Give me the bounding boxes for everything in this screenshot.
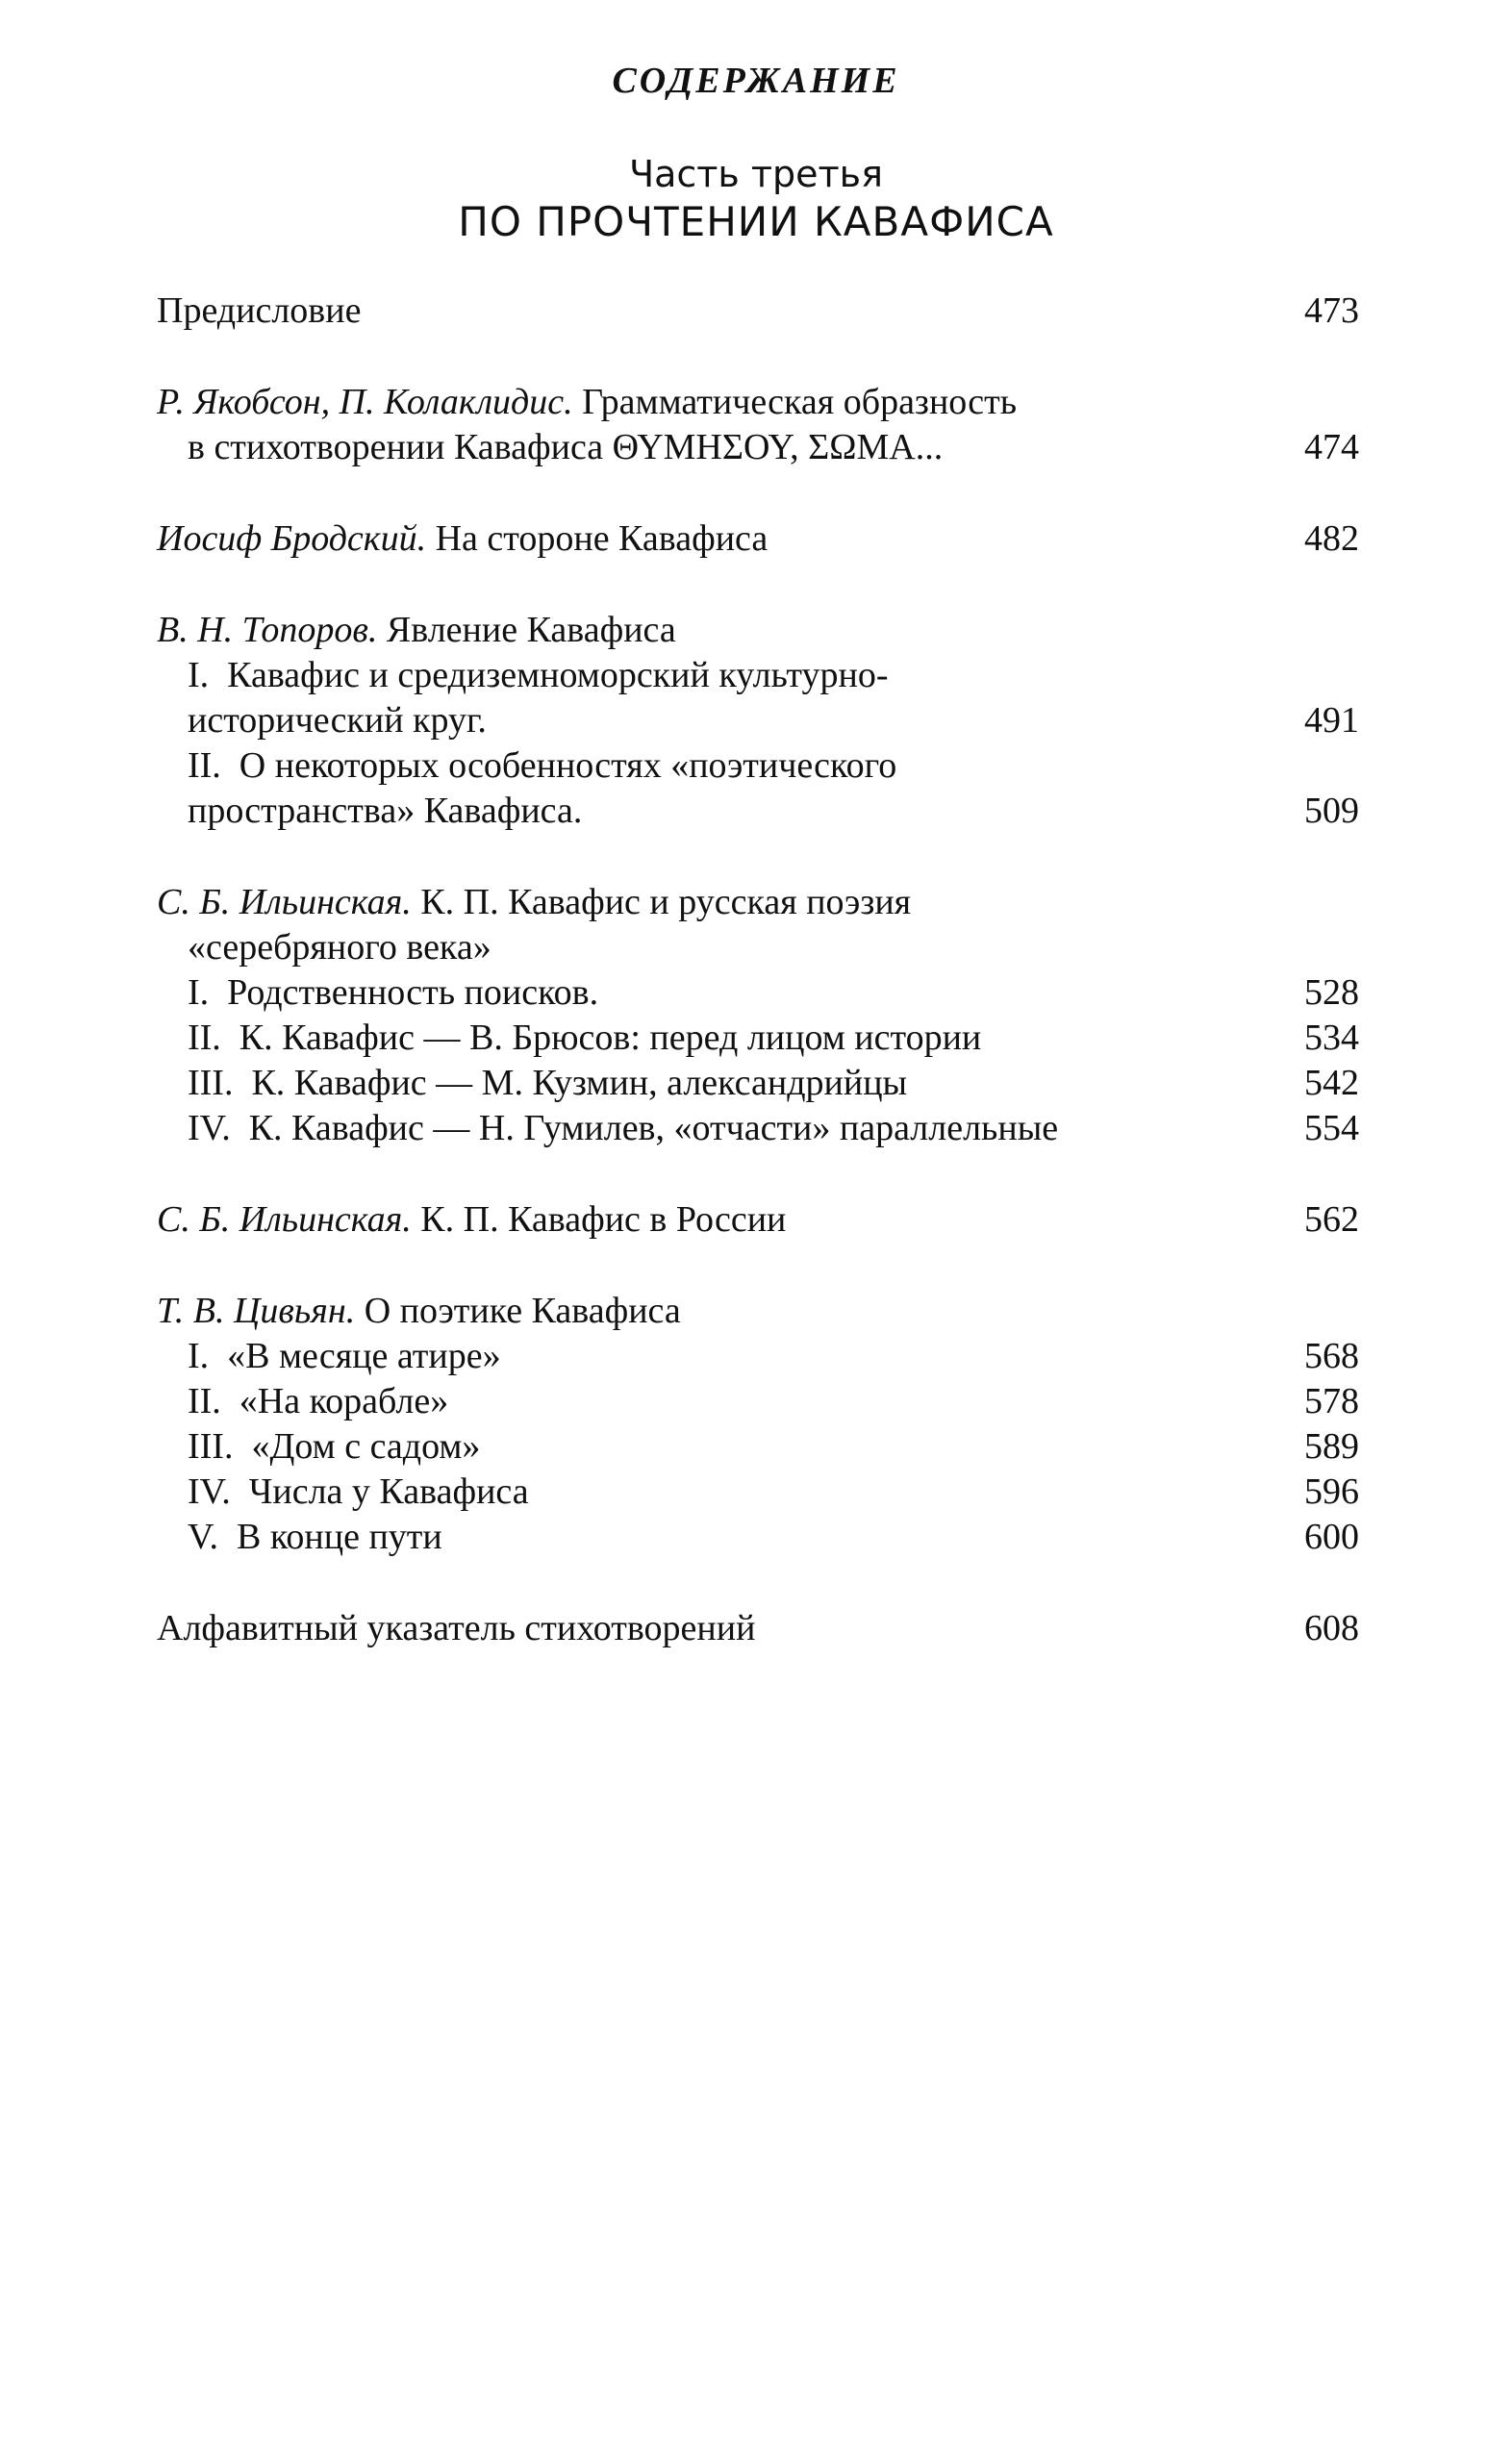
toc-entry: [157, 1197, 1359, 1243]
toc-line: [157, 789, 1359, 834]
toc-title: IV. К. Кавафис — Н. Гумилев, «отчасти» параллельные: [188, 1108, 1059, 1148]
toc-page-number: 542: [1304, 1063, 1359, 1103]
toc-page-number: 482: [1304, 518, 1359, 559]
toc-line: [157, 380, 1359, 425]
toc-title: На стороне Кавафиса: [426, 518, 769, 559]
toc-line: [157, 516, 1359, 562]
toc-line: [157, 1016, 1359, 1061]
toc-line: [157, 289, 1359, 334]
toc-line: [157, 743, 1359, 789]
toc-author: Т. В. Цивьян.: [157, 1291, 356, 1331]
toc-page-number: 600: [1304, 1517, 1359, 1557]
toc-title: III. «Дом с садом»: [188, 1426, 481, 1467]
toc-line: [157, 425, 1359, 470]
toc-title: I. «В месяце атире»: [188, 1336, 501, 1376]
toc-page-number: 528: [1304, 972, 1359, 1013]
part-number: Часть третья: [629, 153, 883, 195]
toc-title: К. П. Кавафис и русская поэзия: [411, 882, 912, 922]
toc-entry: [157, 608, 1359, 834]
toc-title: III. К. Кавафис — М. Кузмин, александрийцы: [188, 1063, 908, 1103]
toc-author: В. Н. Топоров.: [157, 610, 378, 650]
toc-line: [157, 925, 1359, 970]
toc-page-number: 473: [1304, 290, 1359, 331]
toc-title: Явление Кавафиса: [377, 610, 676, 650]
toc-page-number: 596: [1304, 1471, 1359, 1512]
toc-entry: [157, 516, 1359, 562]
toc-line: [157, 1424, 1359, 1470]
toc-title: исторический круг.: [188, 700, 487, 741]
toc-title: К. П. Кавафис в России: [411, 1199, 787, 1240]
toc-line: [157, 1334, 1359, 1379]
running-head: СОДЕРЖАНИЕ: [612, 61, 900, 101]
toc-title: Алфавитный указатель стихотворений: [157, 1608, 756, 1648]
toc-page-number: 534: [1304, 1018, 1359, 1058]
toc-entry: [157, 1289, 1359, 1560]
toc-line: [157, 1106, 1359, 1151]
toc-page-number: 578: [1304, 1381, 1359, 1421]
toc-title: в стихотворении Кавафиса ΘΥΜΗΣΟΥ, ΣΩΜΑ...: [188, 427, 944, 467]
toc-title: II. К. Кавафис — В. Брюсов: перед лицом истории: [188, 1018, 982, 1058]
toc-page-number: 491: [1304, 700, 1359, 741]
part-name: ПО ПРОЧТЕНИИ КАВАФИСА: [458, 198, 1054, 245]
toc-author: С. Б. Ильинская.: [157, 882, 412, 922]
toc-title: IV. Числа у Кавафиса: [188, 1471, 529, 1512]
toc-page-number: 554: [1304, 1108, 1359, 1148]
toc-page-number: 509: [1304, 791, 1359, 831]
toc-line: [157, 608, 1359, 653]
toc-author: С. Б. Ильинская.: [157, 1199, 412, 1240]
toc-line: [157, 698, 1359, 743]
toc-line: [157, 1379, 1359, 1424]
toc-title: пространства» Кавафиса.: [188, 791, 583, 831]
toc-page-number: 474: [1304, 427, 1359, 467]
toc-line: [157, 880, 1359, 925]
toc-line: [157, 1289, 1359, 1334]
toc-title: Грамматическая образность: [572, 382, 1018, 422]
toc-page-number: 568: [1304, 1336, 1359, 1376]
toc-title: Предисловие: [157, 290, 362, 331]
toc-title: О поэтике Кавафиса: [355, 1291, 681, 1331]
toc-page-number: 562: [1304, 1199, 1359, 1240]
toc-entry: [157, 289, 1359, 334]
toc-title: I. Родственность поисков.: [188, 972, 599, 1013]
toc-line: [157, 1470, 1359, 1515]
toc-line: [157, 1197, 1359, 1243]
toc-title: «серебряного века»: [188, 927, 491, 968]
toc-title: II. О некоторых особенностях «поэтического: [188, 745, 897, 786]
toc-entry: [157, 380, 1359, 470]
part-title: [0, 150, 1512, 246]
toc-line: [157, 653, 1359, 698]
toc-page-number: 608: [1304, 1608, 1359, 1648]
table-of-contents: [157, 289, 1359, 1697]
toc-entry: [157, 880, 1359, 1151]
toc-author: Р. Якобсон, П. Колаклидис.: [157, 382, 573, 422]
toc-author: Иосиф Бродский.: [157, 518, 427, 559]
toc-line: [157, 1606, 1359, 1651]
toc-title: V. В конце пути: [188, 1517, 442, 1557]
toc-entry: [157, 1606, 1359, 1651]
toc-line: [157, 1515, 1359, 1560]
toc-title: II. «На корабле»: [188, 1381, 449, 1421]
toc-title: I. Кавафис и средиземноморский культурно-: [188, 655, 889, 695]
toc-line: [157, 1061, 1359, 1106]
toc-line: [157, 970, 1359, 1016]
toc-page-number: 589: [1304, 1426, 1359, 1467]
